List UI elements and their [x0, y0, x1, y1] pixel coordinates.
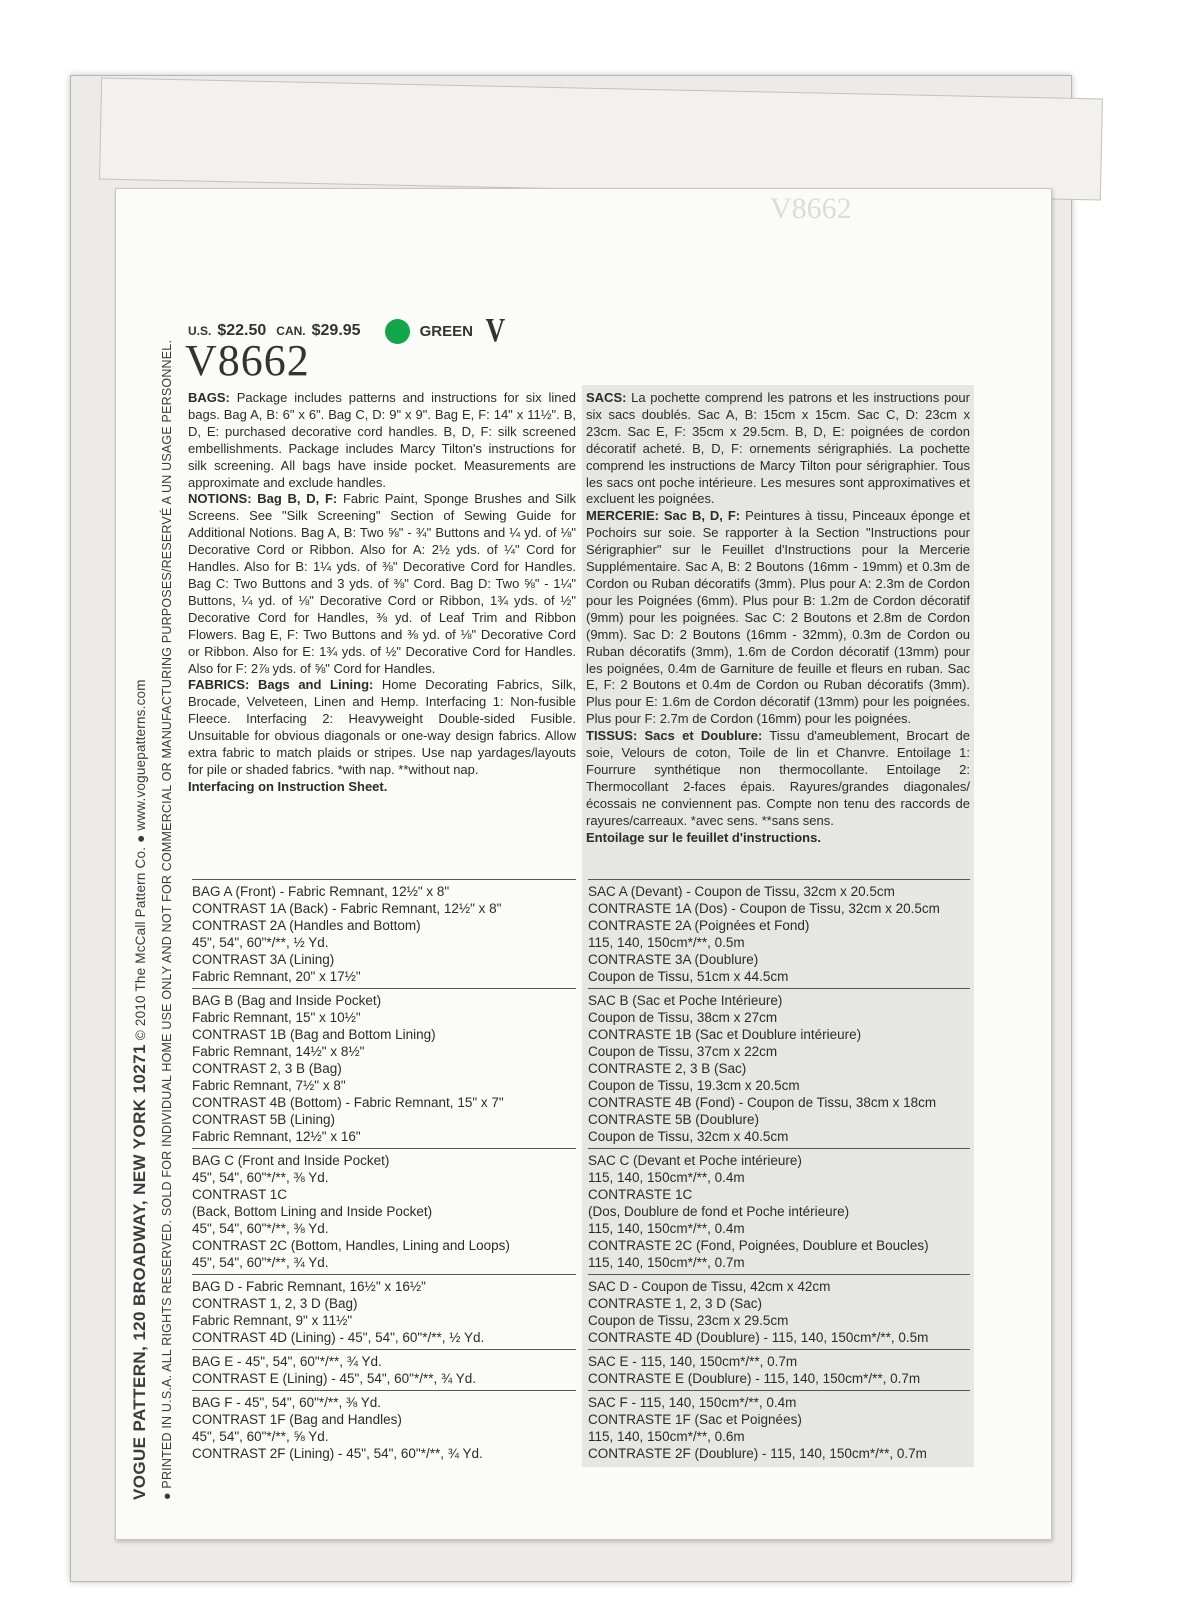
yardage-line: 115, 140, 150cm*/**, 0.4m [588, 1170, 745, 1185]
yardage-group [192, 1148, 576, 1274]
tissus-heading: TISSUS: Sacs et Doublure: [586, 728, 763, 744]
entoilage-note: Entoilage sur le feuillet d'instructions. [586, 829, 821, 845]
yardage-line: CONTRAST E (Lining) - 45", 54", 60"*/**, ¾ Yd. [192, 1371, 477, 1386]
english-description [188, 390, 576, 796]
notions-text: Fabric Paint, Sponge Brushes and Silk Screens. See "Silk Screening" Section of Sewing Guide for Additional Notions. Bag A, B: Two ⅝" - ¾" Buttons and ¼ yd. of ⅛" Decorative Cord or Ribbon. Also for A: 2½ yds. of ¼" Cord for Handles. Also for B: 1¼ yds. of ⅜" Decorative Cord for Handles. Bag C: Two Buttons and 3 yds. of ⅜" Cord. Bag D: Two ⅝" - 1¼" Buttons, ¼ yd. of ⅛" Decorative Cord or Ribbon, 1¾ yds. of ½" Decorative Cord for Handles, ⅜ yd. of Leaf Trim and Ribbon Flowers. Bag E, F: Two Buttons and ⅜ yd. of ⅛" Decorative Cord or Ribbon. Also for E: 1¾ yds. of ½" Decorative Cord for Handles. Also for F: 2⅞ yds. of ⅝" Cord for Handles. [188, 491, 576, 676]
yardage-line: Coupon de Tissu, 23cm x 29.5cm [588, 1313, 789, 1328]
yardage-line: BAG F - 45", 54", 60"*/**, ⅜ Yd. [192, 1395, 381, 1410]
yardage-line: Fabric Remnant, 14½" x 8½" [192, 1044, 365, 1059]
yardage-line: BAG B (Bag and Inside Pocket) [192, 993, 382, 1008]
yardage-line: Fabric Remnant, 20" x 17½" [192, 969, 361, 984]
side-address: VOGUE PATTERN, 120 BROADWAY, NEW YORK 10271 [130, 1044, 149, 1500]
side-imprint-2 [160, 339, 174, 1500]
side-copyright: © 2010 The McCall Pattern Co. ● www.voguepatterns.com [133, 679, 148, 1041]
yardage-line: CONTRAST 5B (Lining) [192, 1112, 336, 1127]
yardage-line: 115, 140, 150cm*/**, 0.5m [588, 935, 745, 950]
bags-text: Package includes patterns and instructions for six lined bags. Bag A, B: 6" x 6". Bag C, D: 9" x 9". Bag E, F: 14" x 11½". B, D, E: purchased decorative cord handles. B, D, F: silk screened embellishments. Package includes Marcy Tilton's instructions for silk screening. All bags have inside pocket. Measurements are approximate and exclude handles. [188, 390, 576, 490]
yardage-line: SAC C (Devant et Poche intérieure) [588, 1153, 802, 1168]
pattern-number: V8662 [185, 336, 310, 385]
side-rights: ● PRINTED IN U.S.A. ALL RIGHTS RESERVED. SOLD FOR INDIVIDUAL HOME USE ONLY AND NOT FOR COMMERCIAL OR MANUFACTURING PURPOSES/RESERVÉ A UN USAGE PERSONNEL. [160, 339, 174, 1500]
yardage-line: CONTRASTE 4D (Doublure) - 115, 140, 150cm*/**, 0.5m [588, 1330, 929, 1345]
yardage-line: Coupon de Tissu, 37cm x 22cm [588, 1044, 778, 1059]
yardage-line: CONTRAST 1F (Bag and Handles) [192, 1412, 402, 1427]
yardage-group [192, 1349, 576, 1390]
yardage-line: CONTRAST 2C (Bottom, Handles, Lining and Loops) [192, 1238, 510, 1253]
yardage-line: CONTRAST 4B (Bottom) - Fabric Remnant, 15" x 7" [192, 1095, 504, 1110]
yardage-line: CONTRASTE E (Doublure) - 115, 140, 150cm*/**, 0.7m [588, 1371, 921, 1386]
bags-heading: BAGS: [188, 390, 230, 405]
sacs-text: La pochette comprend les patrons et les instructions pour six sacs doublés. Sac A, B: 15cm x 15cm. Sac C, D: 23cm x 23cm. Sac E, F: 35cm x 29.5cm. B, D, E: poignées de cordon décoratif acheté. B, D, F: ornements sérigraphiés. La pochette comprend les instructions de Marcy Tilton pour sérigraphier. Tous les sacs ont poche intérieure. Les mesures sont approximatives et excluent les poignées. [586, 390, 970, 507]
yardage-line: CONTRASTE 2F (Doublure) - 115, 140, 150cm*/**, 0.7m [588, 1446, 927, 1461]
yardage-line: 45", 54", 60"*/**, ⅜ Yd. [192, 1170, 329, 1185]
yardage-line: CONTRAST 1A (Back) - Fabric Remnant, 12½" x 8" [192, 901, 502, 916]
us-price: $22.50 [217, 322, 267, 339]
interfacing-note: Interfacing on Instruction Sheet. [188, 778, 388, 794]
yardage-line: 115, 140, 150cm*/**, 0.4m [588, 1221, 745, 1236]
yardage-group [192, 1274, 576, 1349]
yardage-line: CONTRASTE 5B (Doublure) [588, 1112, 760, 1127]
yardage-group [588, 879, 970, 988]
yardage-line: (Dos, Doublure de fond et Poche intérieure) [588, 1204, 850, 1219]
yardage-line: CONTRASTE 2A (Poignées et Fond) [588, 918, 810, 933]
yardage-line: CONTRAST 2F (Lining) - 45", 54", 60"*/**, ¾ Yd. [192, 1446, 483, 1461]
yardage-line: SAC A (Devant) - Coupon de Tissu, 32cm x 20.5cm [588, 884, 895, 899]
notions-heading: NOTIONS: Bag B, D, F: [188, 491, 338, 507]
yardage-line: Fabric Remnant, 7½" x 8" [192, 1078, 346, 1093]
mercerie-heading: MERCERIE: Sac B, D, F: [586, 508, 741, 524]
yardage-line: BAG A (Front) - Fabric Remnant, 12½" x 8" [192, 884, 450, 899]
tissus-text: Tissu d'ameublement, Brocart de soie, Velours de coton, Toile de lin et Chanvre. Entoilage 1: Fourrure synthétique non thermocollante. Entoilage 2: Thermocollant 2-faces épais. Rayures/grandes diagonales/ écossais ne conviennent pas. Compte non tenu des raccords de rayures/carreaux. *avec sens. **sans sens. [586, 728, 970, 828]
yardage-line: CONTRAST 2A (Handles and Bottom) [192, 918, 421, 933]
french-description [586, 390, 970, 846]
color-label: GREEN [419, 322, 473, 340]
yardage-line: CONTRASTE 2C (Fond, Poignées, Doublure et Boucles) [588, 1238, 929, 1253]
can-label: CAN. [276, 324, 306, 338]
us-label: U.S. [188, 324, 212, 338]
yardage-line: CONTRAST 1B (Bag and Bottom Lining) [192, 1027, 436, 1042]
can-price: $29.95 [311, 322, 361, 339]
yardage-line: Fabric Remnant, 12½" x 16" [192, 1129, 361, 1144]
yardage-line: CONTRASTE 2, 3 B (Sac) [588, 1061, 747, 1076]
envelope-flap [99, 78, 1103, 201]
yardage-table-french [588, 879, 970, 1465]
yardage-group [192, 988, 576, 1148]
yardage-line: CONTRASTE 1A (Dos) - Coupon de Tissu, 32cm x 20.5cm [588, 901, 940, 916]
yardage-line: CONTRAST 3A (Lining) [192, 952, 335, 967]
fabrics-heading: FABRICS: Bags and Lining: [188, 677, 374, 693]
mercerie-text: Peintures à tissu, Pinceaux éponge et Pochoirs sur soie. Se rapporter à la Section "Instructions pour Sérigraphier" sur le Feuillet d'Instructions pour la Mercerie Supplémentaire. Sac A, B: 2 Boutons (16mm - 19mm) et 0.3m de Cordon ou Ruban décoratifs (3mm). Plus pour A: 2.3m de Cordon pour les Poignées (6mm). Plus pour B: 1.2m de Cordon décoratif (9mm) pour les poignées. Sac C: 2 Boutons et 2.8m de Cordon (9mm). Sac D: 2 Boutons (16mm - 32mm), 0.3m de Cordon ou Ruban décoratifs (3mm), 1.6m de Cordon décoratif (13mm) pour les poignées, 0.4m de Garniture de feuille et fleurs en ruban. Sac E, F: 2 Boutons et 0.4m de Cordon ou Ruban décoratifs (3mm). Plus pour E: 1.6m de Cordon décoratif (13mm) pour les poignées. Plus pour F: 2.7m de Cordon (16mm) pour les poignées. [586, 508, 970, 727]
yardage-group [588, 1390, 970, 1465]
yardage-line: 45", 54", 60"*/**, ⅜ Yd. [192, 1221, 329, 1236]
yardage-group [588, 1148, 970, 1274]
yardage-line: CONTRASTE 1C [588, 1187, 693, 1202]
yardage-table-english [192, 879, 576, 1465]
yardage-group [192, 1390, 576, 1465]
yardage-line: Coupon de Tissu, 51cm x 44.5cm [588, 969, 789, 984]
vogue-v-logo: V [485, 312, 506, 349]
side-imprint [130, 380, 150, 1500]
yardage-line: SAC E - 115, 140, 150cm*/**, 0.7m [588, 1354, 798, 1369]
yardage-line: SAC D - Coupon de Tissu, 42cm x 42cm [588, 1279, 831, 1294]
yardage-line: Coupon de Tissu, 32cm x 40.5cm [588, 1129, 789, 1144]
green-dot-icon [385, 319, 410, 344]
yardage-line: 115, 140, 150cm*/**, 0.7m [588, 1255, 745, 1270]
yardage-line: Coupon de Tissu, 19.3cm x 20.5cm [588, 1078, 800, 1093]
yardage-group [192, 879, 576, 988]
yardage-line: CONTRASTE 3A (Doublure) [588, 952, 759, 967]
yardage-line: SAC B (Sac et Poche Intérieure) [588, 993, 783, 1008]
yardage-line: BAG C (Front and Inside Pocket) [192, 1153, 390, 1168]
yardage-line: CONTRASTE 1F (Sac et Poignées) [588, 1412, 802, 1427]
yardage-line: 45", 54", 60"*/**, ¾ Yd. [192, 1255, 329, 1270]
yardage-line: 45", 54", 60"*/**, ½ Yd. [192, 935, 329, 950]
yardage-group [588, 1274, 970, 1349]
yardage-group [588, 1349, 970, 1390]
yardage-line: 45", 54", 60"*/**, ⅝ Yd. [192, 1429, 329, 1444]
ghost-pattern-number: V8662 [770, 192, 852, 225]
yardage-line: CONTRAST 1, 2, 3 D (Bag) [192, 1296, 358, 1311]
yardage-line: Fabric Remnant, 9" x 11½" [192, 1313, 353, 1328]
yardage-line: Fabric Remnant, 15" x 10½" [192, 1010, 361, 1025]
yardage-line: CONTRASTE 1, 2, 3 D (Sac) [588, 1296, 763, 1311]
yardage-line: CONTRASTE 4B (Fond) - Coupon de Tissu, 38cm x 18cm [588, 1095, 937, 1110]
yardage-line: (Back, Bottom Lining and Inside Pocket) [192, 1204, 433, 1219]
yardage-line: 115, 140, 150cm*/**, 0.6m [588, 1429, 745, 1444]
sacs-heading: SACS: [586, 390, 627, 405]
yardage-line: BAG D - Fabric Remnant, 16½" x 16½" [192, 1279, 426, 1294]
yardage-group [588, 988, 970, 1148]
yardage-line: CONTRAST 2, 3 B (Bag) [192, 1061, 342, 1076]
yardage-line: SAC F - 115, 140, 150cm*/**, 0.4m [588, 1395, 797, 1410]
fabrics-text: Home Decorating Fabrics, Silk, Brocade, Velveteen, Linen and Hemp. Interfacing 1: Non-fusible Fleece. Interfacing 2: Heavyweight Double-sided Fusible. Unsuitable for obvious diagonals or one-way design fabrics. Allow extra fabric to match plaids or stripes. Use nap yardages/layouts for pile or shaded fabrics. *with nap. **without nap. [188, 677, 576, 777]
yardage-line: Coupon de Tissu, 38cm x 27cm [588, 1010, 778, 1025]
yardage-line: CONTRAST 4D (Lining) - 45", 54", 60"*/**, ½ Yd. [192, 1330, 485, 1345]
yardage-line: CONTRASTE 1B (Sac et Doublure intérieure) [588, 1027, 862, 1042]
yardage-line: CONTRAST 1C [192, 1187, 288, 1202]
yardage-line: BAG E - 45", 54", 60"*/**, ¾ Yd. [192, 1354, 382, 1369]
